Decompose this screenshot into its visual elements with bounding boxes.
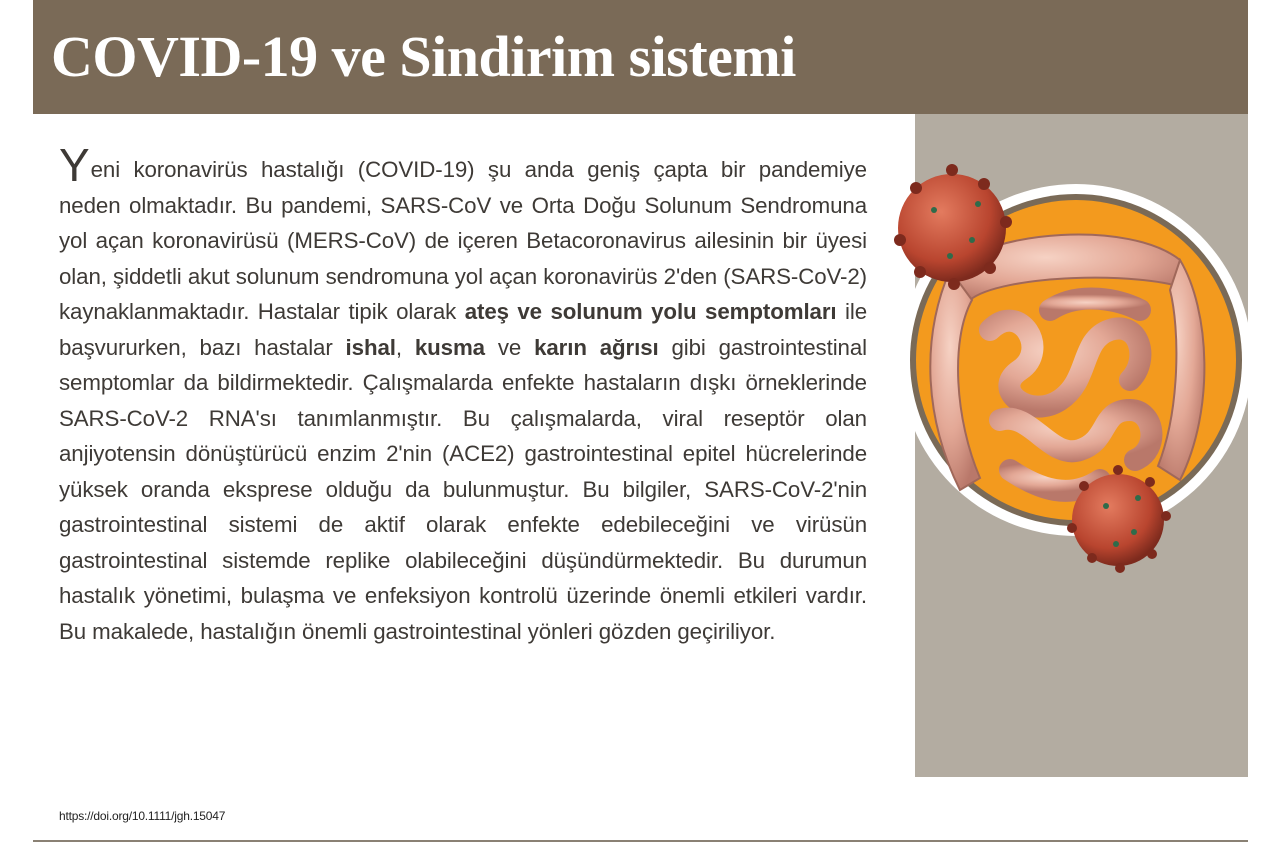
article-text-1: eni koronavirüs hastalığı (COVID-19) şu anda geniş çapta bir pandemiye neden olmaktadır. Bu pandemi, SARS-CoV ve Orta Doğu Solunum Sendromuna yol açan koronavirüsü (MERS-CoV) de içeren Betacoronavirus ailesinin bir üyesi olan, şiddetli akut solunum sendromuna yol açan koronavirüs 2'den (SARS-CoV-2) kaynaklanmaktadır. Hastalar tipik olarak bbox=[59, 157, 867, 324]
emphasis-diarrhea: ishal bbox=[345, 334, 396, 360]
page-title: COVID-19 ve Sindirim sistemi bbox=[51, 24, 796, 89]
article-body bbox=[59, 139, 868, 649]
intestine-illustration bbox=[880, 160, 1248, 580]
article-text-3: , bbox=[395, 334, 415, 360]
article-text-5: gibi gastrointestinal semptomlar da bildirmektedir. Çalışmalarda enfekte hastaların dışkı örneklerinde SARS-CoV-2 RNA'sı tanımlanmıştır. Bu çalışmalarda, viral reseptör olan anjiyotensin dönüştürücü enzim 2'nin (ACE2) gastrointestinal epitel hücrelerinde yüksek oranda ekspresе olduğu da bulunmuştur. Bu bilgiler, SARS-CoV-2'nin gastrointestinal sistemi de aktif olarak enfekte edebileceğini ve virüsün gastrointestinal sistemde replike olabileceğini düşündürmektedir. Bu durumun hastalık yönetimi, bulaşma ve enfeksiyon kontrolü üzerinde önemli etkileri vardır. Bu makalede, hastalığın önemli gastrointestinal yönleri gözden geçiriliyor. bbox=[59, 334, 868, 644]
doi-link[interactable]: https://doi.org/10.1111/jgh.15047 bbox=[59, 809, 226, 823]
article-text-4: ve bbox=[484, 334, 535, 360]
drop-cap: Y bbox=[59, 139, 90, 191]
virus-particle-top bbox=[894, 164, 1012, 290]
emphasis-vomiting: kusma bbox=[414, 334, 485, 360]
emphasis-abdominal-pain: karın ağrısı bbox=[534, 334, 659, 360]
footer-divider bbox=[33, 840, 1248, 842]
title-banner bbox=[33, 0, 1248, 114]
emphasis-fever-respiratory: ateş ve solunum yolu semptomları bbox=[464, 299, 837, 324]
article-text-2: ile başvururken, bazı hastalar bbox=[59, 299, 867, 360]
